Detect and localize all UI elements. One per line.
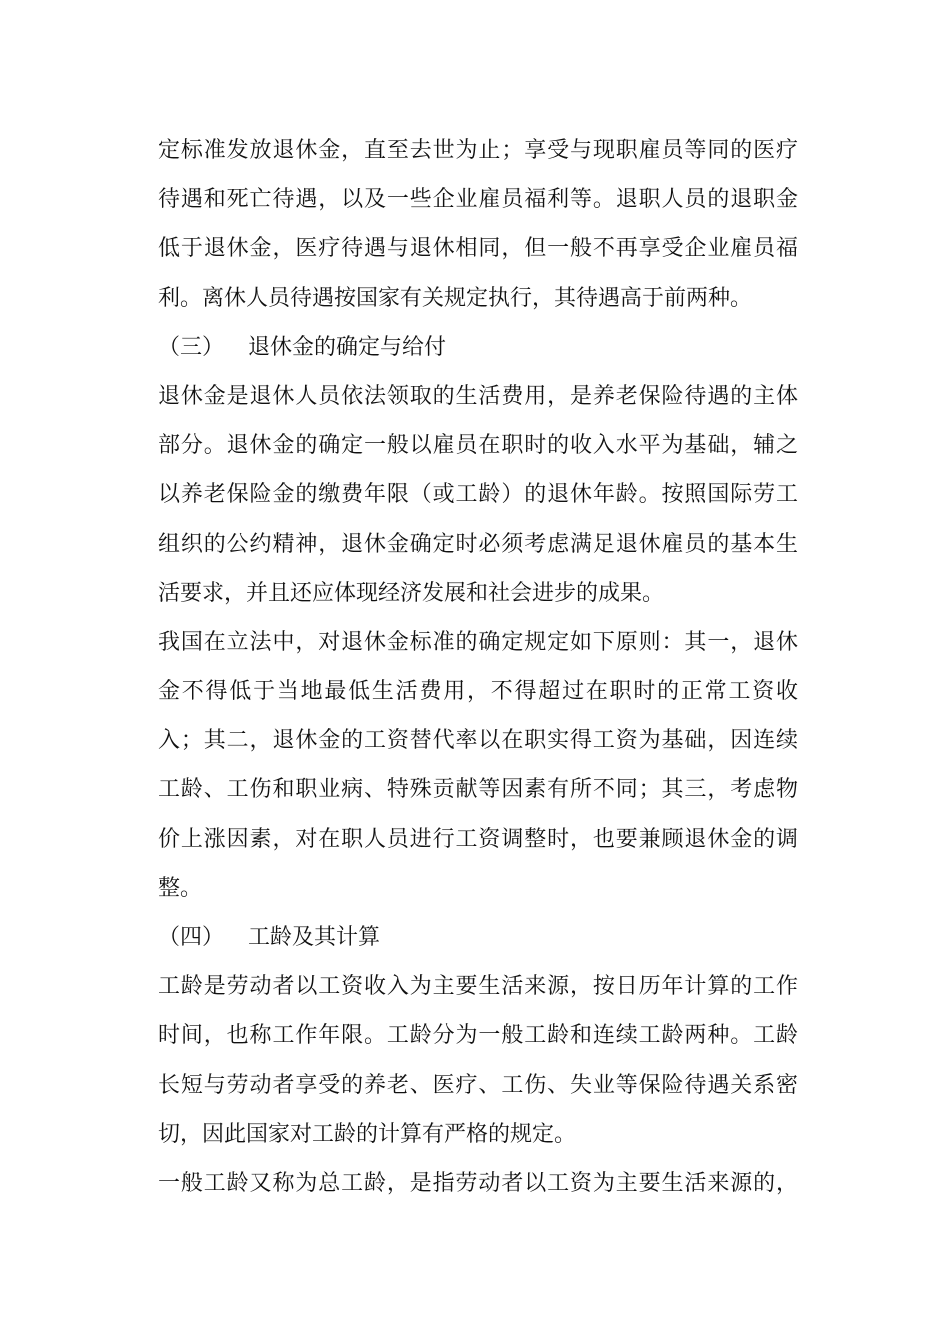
paragraph-general-seniority	[158, 1159, 798, 1208]
text-line: 利。离休人员待遇按国家有关规定执行，其待遇高于前两种。	[158, 285, 753, 311]
text-line: 待遇和死亡待遇，以及一些企业雇员福利等。退职人员的退职金	[158, 187, 798, 213]
text-line: 价上涨因素，对在职人员进行工资调整时，也要兼顾退休金的调	[158, 826, 798, 852]
section-heading-4	[158, 913, 798, 962]
text-line: 定标准发放退休金，直至去世为止；享受与现职雇员等同的医疗	[158, 138, 798, 163]
text-line: 以养老保险金的缴费年限（或工龄）的退休年龄。按照国际劳工	[158, 482, 798, 508]
text-line: 低于退休金，医疗待遇与退休相同，但一般不再享受企业雇员福	[158, 236, 798, 262]
text-line: 我国在立法中，对退休金标准的确定规定如下原则：其一，退休	[158, 629, 798, 655]
section-title: 退休金的确定与给付	[248, 334, 447, 360]
text-line: 部分。退休金的确定一般以雇员在职时的收入水平为基础，辅之	[158, 433, 798, 459]
text-line: 退休金是退休人员依法领取的生活费用，是养老保险待遇的主体	[158, 383, 798, 409]
text-line: 活要求，并且还应体现经济发展和社会进步的成果。	[158, 580, 665, 606]
text-line: 整。	[158, 875, 203, 901]
text-line: 工龄、工伤和职业病、特殊贡献等因素有所不同；其三，考虑物	[158, 777, 798, 803]
text-line: 入；其二，退休金的工资替代率以在职实得工资为基础，因连续	[158, 728, 798, 754]
paragraph-legislation-principles	[158, 618, 798, 913]
text-line: 金不得低于当地最低生活费用，不得超过在职时的正常工资收	[158, 679, 798, 705]
section-title: 工龄及其计算	[248, 925, 381, 950]
section-number: （三）	[158, 334, 225, 360]
text-line: 一般工龄又称为总工龄，是指劳动者以工资为主要生活来源的，	[158, 1170, 798, 1196]
text-line: 长短与劳动者享受的养老、医疗、工伤、失业等保险待遇关系密	[158, 1072, 798, 1098]
paragraph-retirement-benefits	[158, 126, 798, 323]
section-heading-3	[158, 323, 798, 372]
paragraph-pension-definition	[158, 372, 798, 618]
text-line: 切，因此国家对工龄的计算有严格的规定。	[158, 1121, 577, 1147]
text-line: 组织的公约精神，退休金确定时必须考虑满足退休雇员的基本生	[158, 531, 798, 557]
document-page	[158, 126, 798, 1208]
section-number: （四）	[158, 925, 225, 950]
text-line: 工龄是劳动者以工资收入为主要生活来源，按日历年计算的工作	[158, 974, 798, 1000]
text-line: 时间，也称工作年限。工龄分为一般工龄和连续工龄两种。工龄	[158, 1023, 798, 1049]
paragraph-seniority-definition	[158, 962, 798, 1159]
